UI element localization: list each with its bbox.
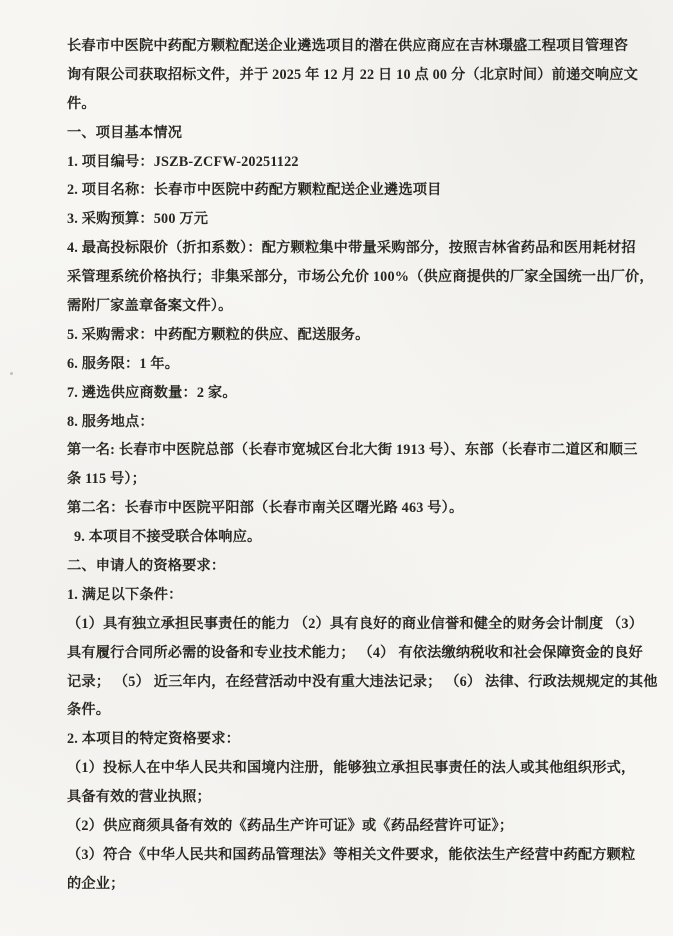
doc-line: 二、申请人的资格要求：: [67, 558, 226, 575]
doc-line: 5. 采购需求：中药配方颗粒的供应、配送服务。: [67, 326, 370, 343]
doc-line: 1. 满足以下条件：: [67, 586, 183, 603]
doc-line: 9. 本项目不接受联合体响应。: [74, 529, 262, 546]
doc-line: 件。: [67, 95, 96, 112]
doc-line: 2. 项目名称：长春市中医院中药配方颗粒配送企业遴选项目: [67, 182, 442, 199]
doc-line: 第二名：长春市中医院平阳部（长春市南关区曙光路 463 号）。: [67, 500, 464, 517]
doc-line: 具有履行合同所必需的设备和专业技术能力； （4） 有依法缴纳税收和社会保障资金的良好: [67, 644, 643, 661]
doc-line: 3. 采购预算：500 万元: [67, 211, 209, 228]
doc-line: 需附厂家盖章备案文件）。: [67, 298, 233, 315]
doc-line: 具备有效的营业执照；: [67, 789, 211, 806]
doc-line: 6. 服务限：1 年。: [67, 355, 180, 372]
doc-line: 第一名: 长春市中医院总部（长春市宽城区台北大街 1913 号）、东部（长春市二道区和顺三: [67, 442, 638, 459]
doc-line: 记录； （5） 近三年内，在经营活动中没有重大违法记录； （6） 法律、行政法规规定的其他: [67, 673, 658, 690]
doc-line: （2）供应商须具备有效的《药品生产许可证》或《药品经营许可证》；: [67, 818, 514, 835]
doc-line: （3）符合《中华人民共和国药品管理法》等相关文件要求，能依法生产经营中药配方颗粒: [67, 846, 636, 863]
doc-line: 长春市中医院中药配方颗粒配送企业遴选项目的潜在供应商应在吉林璟盛工程项目管理咨: [67, 38, 629, 54]
doc-line: 1. 项目编号：JSZB-ZCFW-20251122: [67, 153, 299, 170]
doc-line: 条 115 号）；: [67, 471, 147, 488]
doc-line: 的企业；: [67, 875, 125, 892]
scan-speckle-dot: [10, 372, 13, 375]
doc-line: 采管理系统价格执行；非集采部分，市场公允价 100%（供应商提供的厂家全国统一出厂价，: [67, 269, 654, 286]
doc-line: 询有限公司获取招标文件，并于 2025 年 12 月 22 日 10 点 00 分（北京时间）前递交响应文: [67, 66, 639, 83]
doc-line: 8. 服务地点：: [67, 413, 154, 430]
doc-line: 4. 最高投标限价（折扣系数）：配方颗粒集中带量采购部分，按照吉林省药品和医用耗材招: [67, 240, 636, 257]
doc-line: 2. 本项目的特定资格要求：: [67, 731, 241, 748]
doc-line: （1）投标人在中华人民共和国境内注册，能够独立承担民事责任的法人或其他组织形式，: [67, 760, 636, 777]
doc-line: （1）具有独立承担民事责任的能力 （2）具有良好的商业信誉和健全的财务会计制度 （3）: [67, 615, 644, 632]
doc-line: 条件。: [67, 702, 111, 719]
document-text-block: [67, 32, 658, 899]
doc-line: 7. 遴选供应商数量：2 家。: [67, 384, 237, 401]
doc-line: 一、项目基本情况: [67, 124, 183, 141]
